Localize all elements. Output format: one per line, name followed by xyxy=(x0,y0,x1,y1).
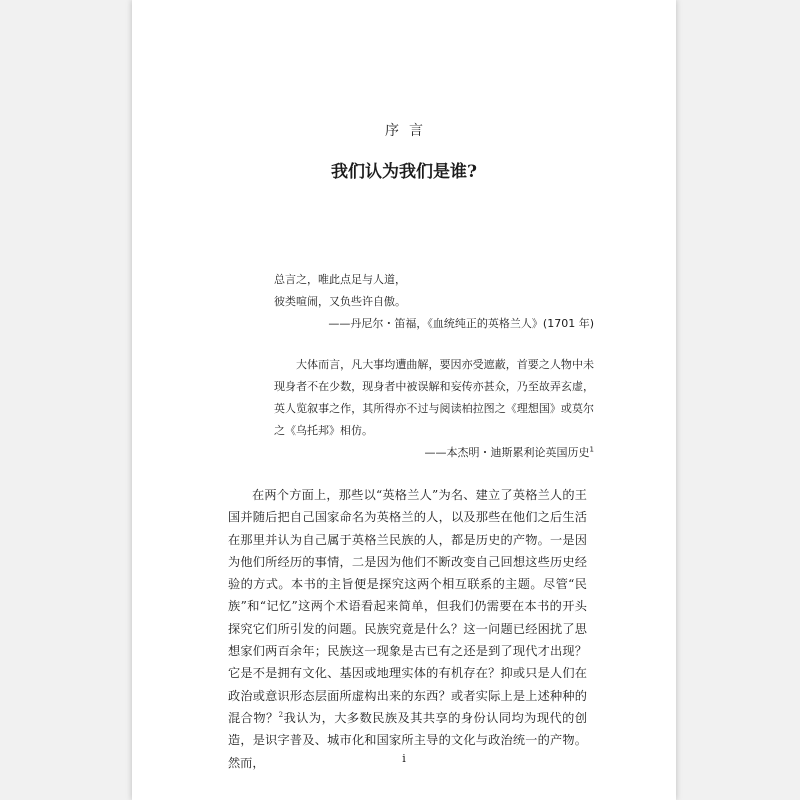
epigraph-defoe xyxy=(274,269,594,335)
epigraph-source-text: ——本杰明・迪斯累利论英国历史 xyxy=(424,446,590,459)
body-text-part1: 在两个方面上，那些以“英格兰人”为名、建立了英格兰人的王国并随后把自己国家命名为英格兰的人，以及那些在他们之后生活在那里并认为自己属于英格兰民族的人，都是历史的产物。一是因为他们所经历的事情，二是因为他们不断改变自己回想这些历史经验的方式。本书的主旨便是探究这两个相互联系的主题。尽管“民族”和“记忆”这两个术语看起来简单，但我们仍需要在本书的开头探究它们所引发的问题。民族究竟是什么？这一问题已经困扰了思想家们两百余年；民族这一现象是古已有之还是到了现代才出现？它是不是拥有文化、基因或地理实体的有机存在？抑或只是人们在政治或意识形态层面所虚构出来的东西？或者实际上是上述种种的混合物？ xyxy=(228,488,587,725)
epigraph-line: 彼类喧闹，又负些许自傲。 xyxy=(274,295,406,308)
book-page xyxy=(132,0,676,800)
epigraph-source: ——丹尼尔・笛福，《血统纯正的英格兰人》(1701 年) xyxy=(328,317,594,330)
epigraph-source xyxy=(274,442,594,464)
epigraph-line: 总言之，唯此点足与人道， xyxy=(274,273,406,286)
footnote-marker[interactable]: 1 xyxy=(589,445,594,454)
chapter-title: 我们认为我们是谁? xyxy=(331,162,477,182)
body-paragraph xyxy=(228,484,587,774)
page-number: i xyxy=(402,752,406,765)
footnote-marker[interactable]: 2 xyxy=(278,710,284,719)
epigraph-disraeli xyxy=(274,354,594,464)
body-text-part2: 我认为，大多数民族及其共享的身份认同均为现代的创造，是识字普及、城市化和国家所主导的文化与政治统一的产物。然而， xyxy=(228,710,588,770)
epigraph-text: 大体而言，凡大事均遭曲解，要因亦受遮蔽，首要之人物中未现身者不在少数，现身者中被误解和妄传亦甚众，乃至故弄玄虚，英人览叙事之作，其所得亦不过与阅读柏拉图之《理想国》或莫尔之《乌托邦》相仿。 xyxy=(274,358,594,437)
preface-label: 序言 xyxy=(385,123,433,139)
